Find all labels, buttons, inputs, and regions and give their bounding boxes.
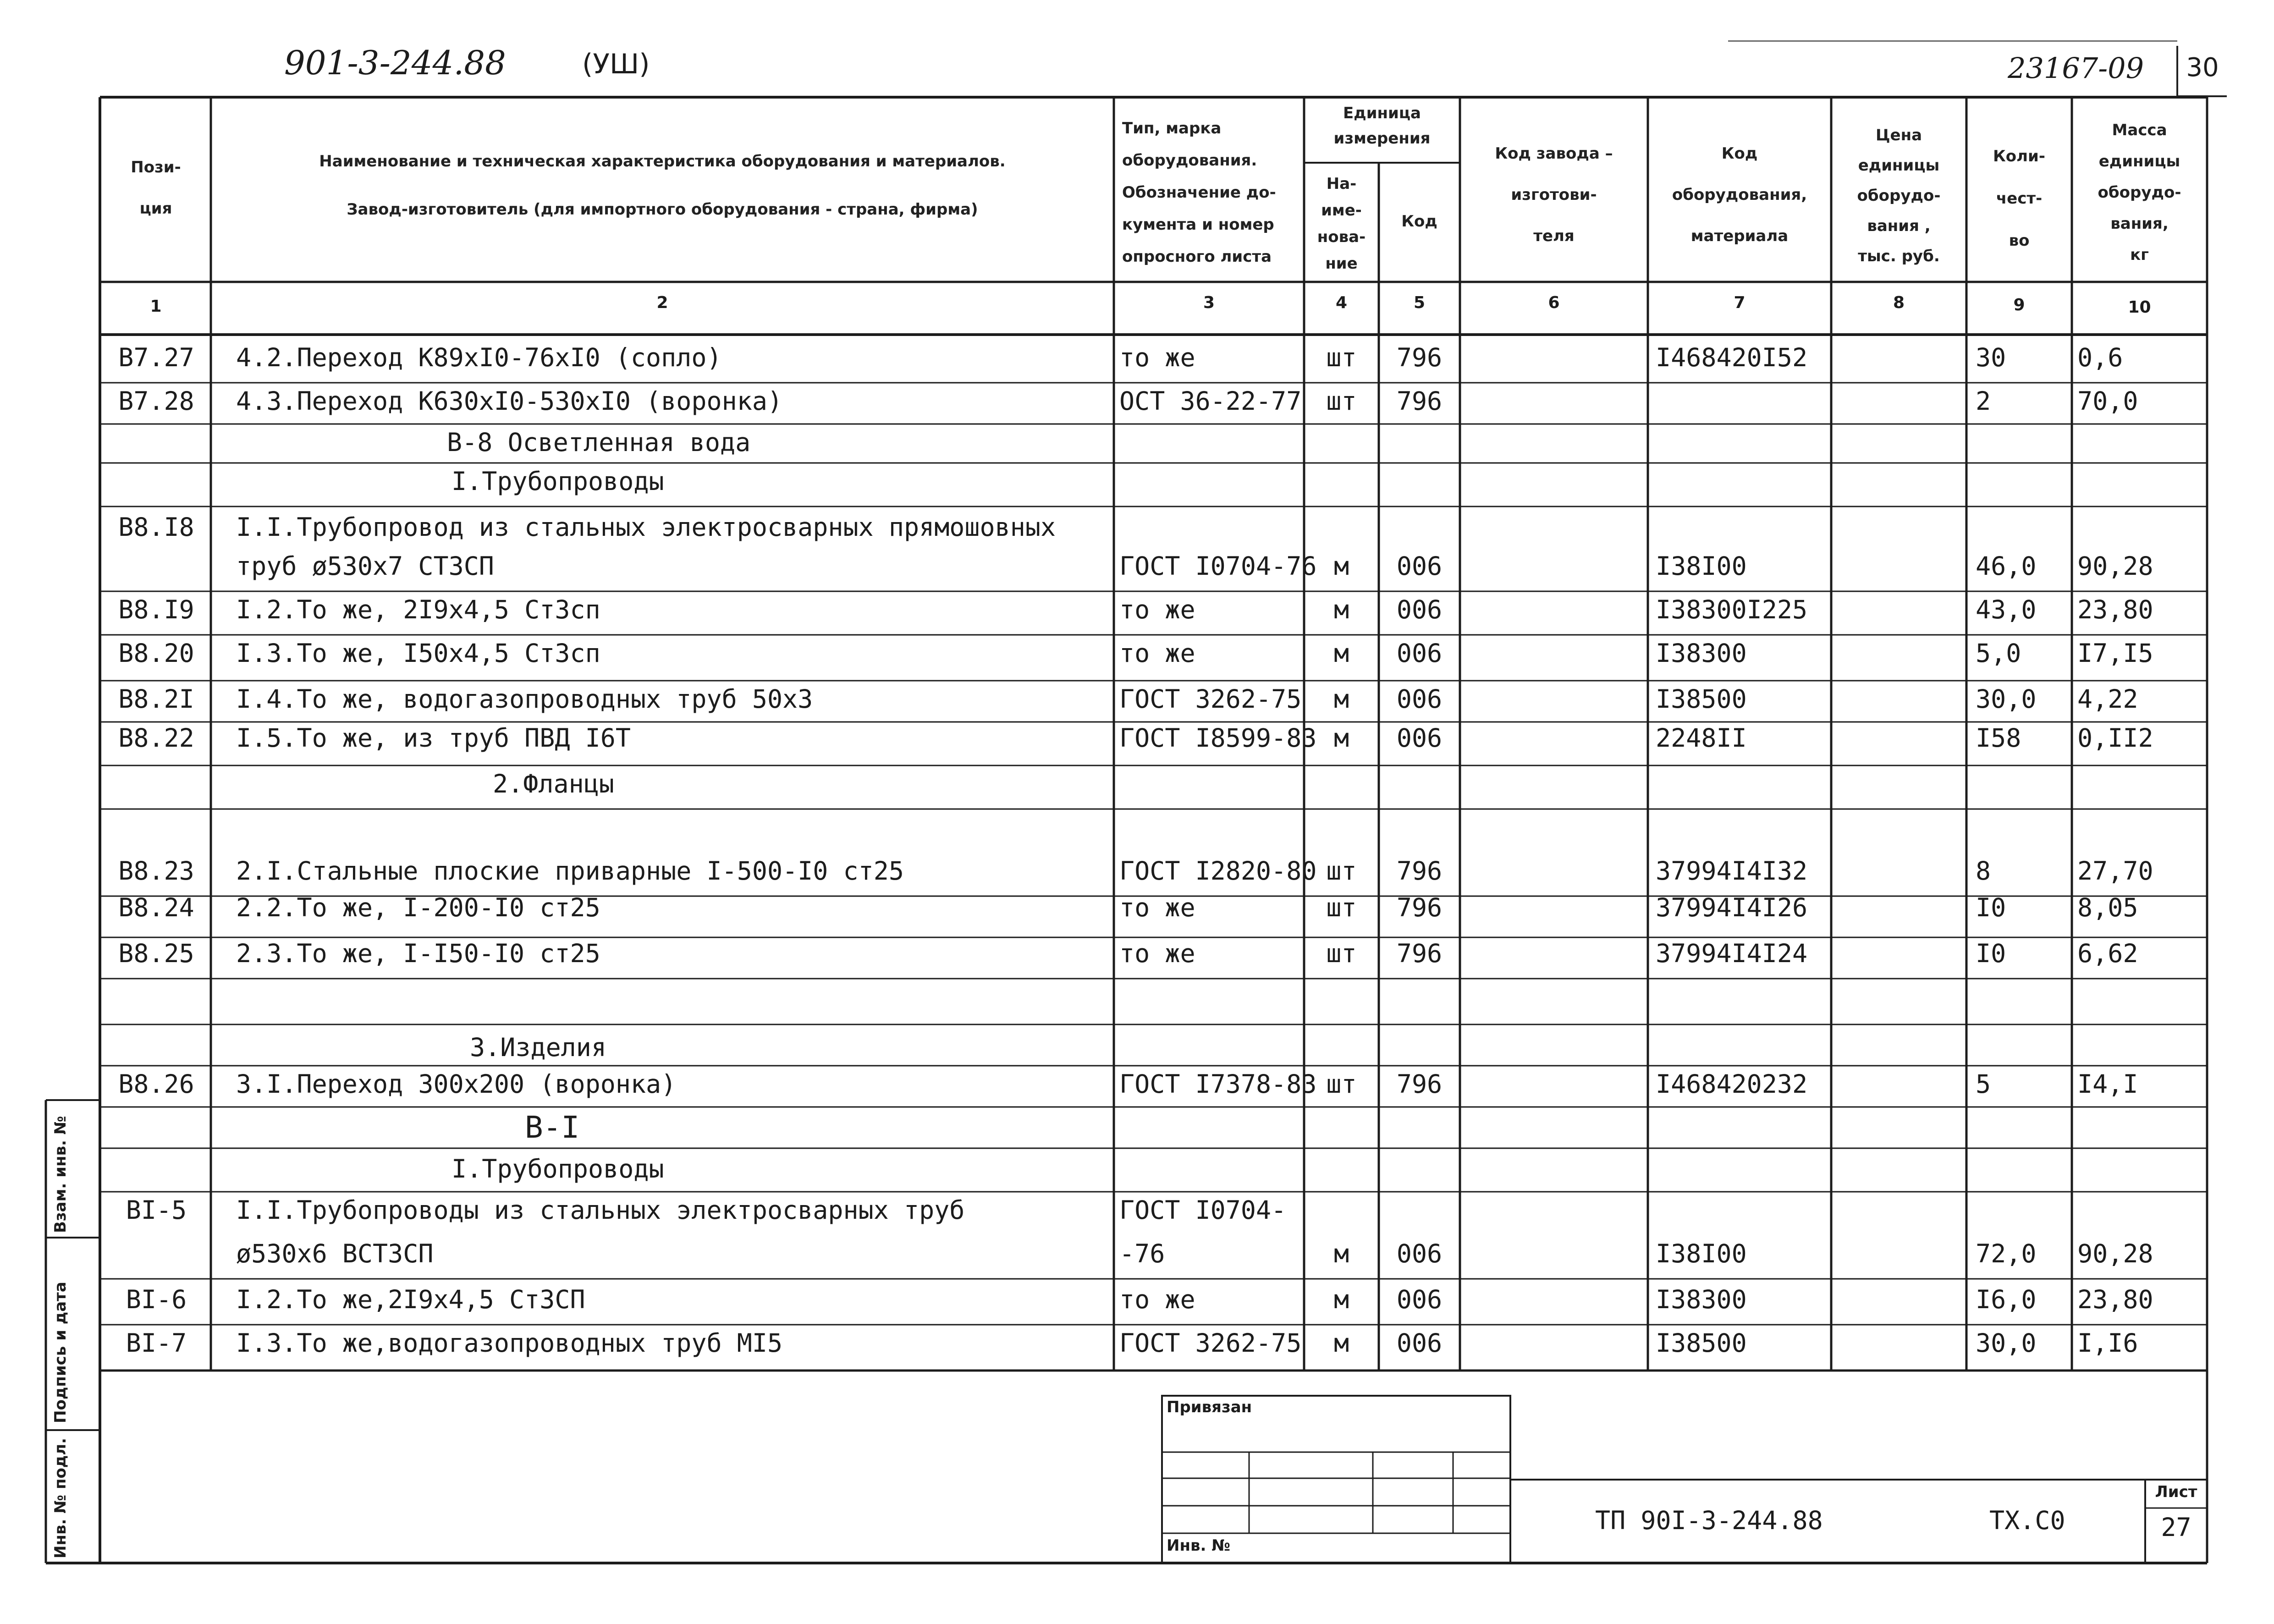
cell-qty: 30,0 <box>1976 1328 2037 1358</box>
cell-type: ГОСТ I0704-76 <box>1119 551 1317 581</box>
col-number-6: 6 <box>1548 293 1560 312</box>
cell-code: 796 <box>1396 856 1443 886</box>
cell-type: то же <box>1119 595 1195 624</box>
col-number-9: 9 <box>2013 296 2025 314</box>
cell-unit: шт <box>1326 939 1357 968</box>
side-label-podpis: Подпись и дата <box>51 1282 70 1423</box>
cell-name: труб ø530х7 СТ3СП <box>236 551 494 581</box>
cell-equip: I468420232 <box>1656 1069 1808 1099</box>
cell-code: 006 <box>1396 595 1443 624</box>
col-number-4: 4 <box>1335 293 1348 312</box>
cell-mass: 6,62 <box>2077 939 2138 968</box>
cell-qty: 43,0 <box>1976 595 2037 624</box>
cell-equip: I38I00 <box>1656 1239 1747 1268</box>
cell-mass: I7,I5 <box>2077 639 2153 668</box>
title-sheet-number: 27 <box>2161 1513 2191 1542</box>
cell-code: 006 <box>1396 684 1443 714</box>
cell-name: 2.3.То же, I-I50-I0 ст25 <box>236 939 600 968</box>
cell-name: I.I.Трубопровод из стальных электросварных прямошовных <box>236 512 1056 542</box>
cell-qty: 72,0 <box>1976 1239 2037 1268</box>
cell-code: 006 <box>1396 1328 1443 1358</box>
cell-equip: I468420I52 <box>1656 343 1808 372</box>
cell-name: ø530х6 ВСТ3СП <box>236 1239 434 1268</box>
cell-pos: В7.28 <box>118 386 194 416</box>
cell-type: ГОСТ I7378-83 <box>1119 1069 1317 1099</box>
cell-pos: В8.24 <box>118 893 194 922</box>
archive-number: 23167-09 <box>2008 51 2144 85</box>
cell-equip: I38300 <box>1656 1285 1747 1314</box>
cell-qty: I0 <box>1976 893 2006 922</box>
cell-unit: м <box>1333 1239 1349 1268</box>
title-inv-no: Инв. № <box>1167 1536 1231 1555</box>
col-qty-header: Коли- чест- во <box>1993 147 2045 250</box>
side-label-vzam: Взам. инв. № <box>51 1116 70 1233</box>
cell-equip: I38500 <box>1656 684 1747 714</box>
cell-name: I.5.То же, из труб ПВД I6Т <box>236 723 631 753</box>
cell-type: ГОСТ 3262-75 <box>1119 684 1302 714</box>
cell-code: 796 <box>1396 939 1443 968</box>
col-unit-name-header: На- име- нова- ние <box>1317 175 1366 273</box>
cell-unit: м <box>1333 595 1349 624</box>
cell-qty: 8 <box>1976 856 1991 886</box>
cell-pos: В8.I8 <box>118 512 194 542</box>
title-doc-number: ТП 90I-3-244.88 <box>1595 1506 1823 1535</box>
cell-name: I.Трубопроводы <box>451 1154 664 1184</box>
cell-name: В-8 Осветленная вода <box>447 428 751 457</box>
cell-type: то же <box>1119 639 1195 668</box>
col-name-header: Наименование и техническая характеристика оборудования и материалов. Завод-изготовитель (для импортного оборудования - страна, фирма) <box>319 152 1006 219</box>
cell-code: 796 <box>1396 1069 1443 1099</box>
cell-unit: м <box>1333 551 1349 581</box>
doc-code: (УШ) <box>582 48 650 80</box>
cell-qty: I58 <box>1976 723 2021 753</box>
cell-mass: 23,80 <box>2077 595 2153 624</box>
cell-type: то же <box>1119 893 1195 922</box>
cell-pos: ВI-5 <box>126 1195 187 1225</box>
page-number: 30 <box>2176 46 2227 97</box>
cell-name: I.I.Трубопроводы из стальных электросварных труб <box>236 1195 965 1225</box>
cell-equip: I38300 <box>1656 639 1747 668</box>
cell-equip: 37994I4I32 <box>1656 856 1808 886</box>
col-position-header: Пози- ция <box>131 158 181 218</box>
cell-type: то же <box>1119 343 1195 372</box>
cell-code: 796 <box>1396 893 1443 922</box>
cell-pos: В7.27 <box>118 343 194 372</box>
cell-unit: м <box>1333 723 1349 753</box>
cell-code: 006 <box>1396 1239 1443 1268</box>
col-mass-header: Масса единицы оборудо- вания, кг <box>2098 121 2181 264</box>
col-number-1: 1 <box>150 297 162 316</box>
title-doc-code: ТХ.С0 <box>1989 1506 2065 1535</box>
col-factory-header: Код завода – изготови- теля <box>1495 144 1613 245</box>
cell-name: 4.3.Переход К630хI0-530хI0 (воронка) <box>236 386 783 416</box>
cell-mass: 4,22 <box>2077 684 2138 714</box>
cell-unit: шт <box>1326 893 1357 922</box>
cell-equip: I38300I225 <box>1656 595 1808 624</box>
col-number-2: 2 <box>656 293 668 312</box>
cell-mass: 8,05 <box>2077 893 2138 922</box>
cell-type: ГОСТ 3262-75 <box>1119 1328 1302 1358</box>
cell-pos: ВI-6 <box>126 1285 187 1314</box>
cell-equip: I38500 <box>1656 1328 1747 1358</box>
cell-name: I.2.То же,2I9х4,5 Ст3СП <box>236 1285 585 1314</box>
doc-number: 901-3-244.88 <box>284 44 506 82</box>
cell-name: 2.Фланцы <box>493 769 614 798</box>
cell-name: 3.Изделия <box>470 1033 607 1062</box>
cell-mass: I4,I <box>2077 1069 2138 1099</box>
cell-equip: 37994I4I24 <box>1656 939 1808 968</box>
cell-unit: м <box>1333 1328 1349 1358</box>
cell-name: 4.2.Переход К89хI0-76хI0 (сопло) <box>236 343 722 372</box>
cell-name: I.3.То же, I50х4,5 Ст3сп <box>236 639 600 668</box>
cell-unit: шт <box>1326 1069 1357 1099</box>
cell-mass: 90,28 <box>2077 1239 2153 1268</box>
cell-pos: В8.23 <box>118 856 194 886</box>
col-number-7: 7 <box>1734 293 1745 312</box>
cell-type: ГОСТ I2820-80 <box>1119 856 1317 886</box>
cell-qty: 46,0 <box>1976 551 2037 581</box>
cell-code: 006 <box>1396 1285 1443 1314</box>
cell-type: то же <box>1119 939 1195 968</box>
cell-name: В-I <box>525 1110 580 1145</box>
cell-type: ГОСТ I8599-83 <box>1119 723 1317 753</box>
cell-name: I.2.То же, 2I9х4,5 Ст3сп <box>236 595 600 624</box>
cell-name: I.Трубопроводы <box>451 467 664 496</box>
cell-unit: м <box>1333 684 1349 714</box>
col-equip-code-header: Код оборудования, материала <box>1672 144 1807 245</box>
cell-name: 3.I.Переход 300х200 (воронка) <box>236 1069 677 1099</box>
side-label-inv: Инв. № подл. <box>51 1437 70 1558</box>
cell-mass: 0,6 <box>2077 343 2123 372</box>
cell-code: 006 <box>1396 723 1443 753</box>
cell-pos: В8.25 <box>118 939 194 968</box>
cell-mass: 70,0 <box>2077 386 2138 416</box>
cell-code: 796 <box>1396 343 1443 372</box>
cell-pos: В8.2I <box>118 684 194 714</box>
cell-qty: 2 <box>1976 386 1991 416</box>
cell-pos: В8.22 <box>118 723 194 753</box>
cell-unit: шт <box>1326 343 1357 372</box>
cell-qty: 30 <box>1976 343 2006 372</box>
cell-qty: 30,0 <box>1976 684 2037 714</box>
cell-unit: шт <box>1326 856 1357 886</box>
cell-pos: В8.26 <box>118 1069 194 1099</box>
cell-mass: 27,70 <box>2077 856 2153 886</box>
cell-qty: I0 <box>1976 939 2006 968</box>
col-unit-code-header: Код <box>1401 212 1437 231</box>
col-number-8: 8 <box>1893 293 1905 312</box>
col-type-header: Тип, марка оборудования. Обозначение до- кумента и номер опросного листа <box>1122 119 1276 266</box>
cell-qty: 5 <box>1976 1069 1991 1099</box>
col-number-10: 10 <box>2128 298 2151 317</box>
cell-name: I.3.То же,водогазопроводных труб МI5 <box>236 1328 783 1358</box>
cell-type: ОСТ 36-22-77 <box>1119 386 1302 416</box>
cell-name: I.4.То же, водогазопроводных труб 50х3 <box>236 684 813 714</box>
col-price-header: Цена единицы оборудо- вания , тыс. руб. <box>1857 126 1941 265</box>
cell-pos: В8.20 <box>118 639 194 668</box>
cell-code: 006 <box>1396 639 1443 668</box>
cell-equip: 2248II <box>1656 723 1747 753</box>
cell-type: то же <box>1119 1285 1195 1314</box>
cell-qty: I6,0 <box>1976 1285 2037 1314</box>
col-unit-header: Единица измерения <box>1333 104 1431 148</box>
cell-name: 2.2.То же, I-200-I0 ст25 <box>236 893 600 922</box>
cell-unit: м <box>1333 639 1349 668</box>
cell-mass: I,I6 <box>2077 1328 2138 1358</box>
cell-unit: шт <box>1326 386 1357 416</box>
cell-mass: 0,II2 <box>2077 723 2153 753</box>
cell-type: ГОСТ I0704- <box>1119 1195 1287 1225</box>
title-sheet-label: Лист <box>2155 1483 2197 1501</box>
cell-unit: м <box>1333 1285 1349 1314</box>
cell-name: 2.I.Стальные плоские приварные I-500-I0 ст25 <box>236 856 904 886</box>
col-number-5: 5 <box>1413 293 1426 312</box>
col-number-3: 3 <box>1203 293 1215 312</box>
cell-equip: 37994I4I26 <box>1656 893 1808 922</box>
cell-code: 006 <box>1396 551 1443 581</box>
cell-pos: В8.I9 <box>118 595 194 624</box>
cell-type: -76 <box>1119 1239 1165 1268</box>
title-privyazan: Привязан <box>1167 1398 1252 1416</box>
cell-equip: I38I00 <box>1656 551 1747 581</box>
cell-code: 796 <box>1396 386 1443 416</box>
cell-qty: 5,0 <box>1976 639 2021 668</box>
cell-mass: 23,80 <box>2077 1285 2153 1314</box>
cell-pos: ВI-7 <box>126 1328 187 1358</box>
cell-mass: 90,28 <box>2077 551 2153 581</box>
